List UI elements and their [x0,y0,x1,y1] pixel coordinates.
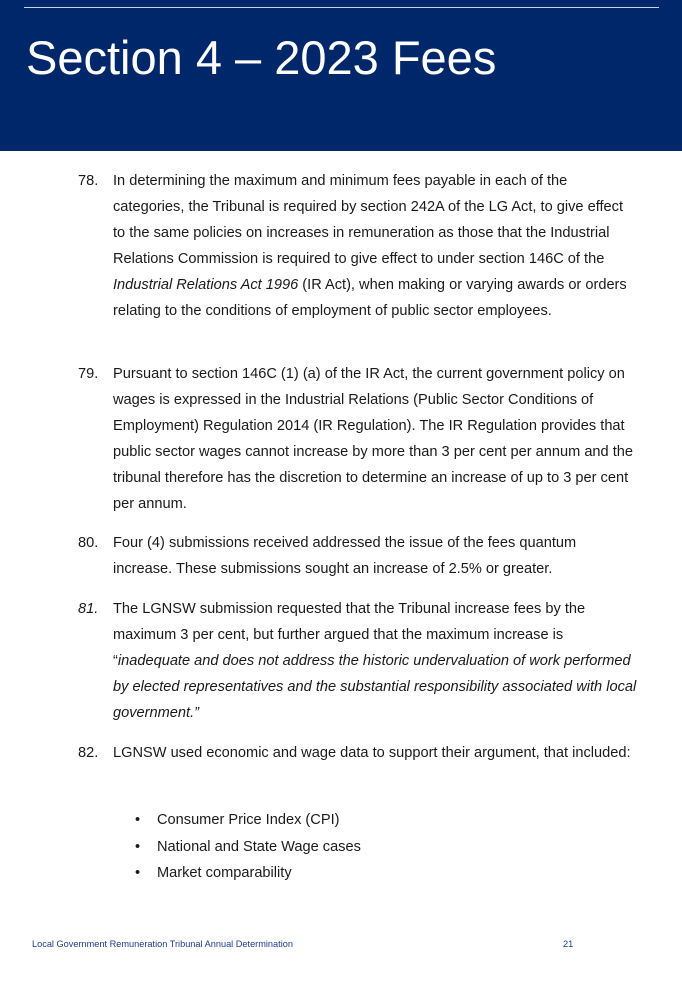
paragraph-text: The LGNSW submission requested that the Tribunal increase fees by the maximum 3 per cent, but further argued that the maximum increase is “inadequate and does not address the historic undervaluation of work performed by elected representatives and the substantial responsibility associated with local government.” [113,601,637,721]
paragraph-79 [78,361,638,517]
paragraph-text: LGNSW used economic and wage data to support their argument, that included: [113,745,631,761]
footer-document-title: Local Government Remuneration Tribunal Annual Determination [32,939,293,949]
paragraph-78 [78,168,638,324]
bullet-list [135,807,361,887]
paragraph-text: In determining the maximum and minimum fees payable in each of the categories, the Tribunal is required by section 242A of the LG Act, to give effect to the same policies on increases in remuneration as those that the Industrial Relations Commission is required to give effect to under section 146C of the Industrial Relations Act 1996 (IR Act), when making or varying awards or orders relating to the conditions of employment of public sector employees. [113,173,627,319]
paragraph-82 [78,740,638,766]
paragraph-number: 78. [78,173,99,189]
list-item: • National and State Wage cases [135,834,361,861]
section-header-banner [0,0,682,151]
section-title: Section 4 – 2023 Fees [26,31,497,84]
paragraph-number: 79. [78,366,99,382]
paragraph-text: Pursuant to section 146C (1) (a) of the IR Act, the current government policy on wages is expressed in the Industrial Relations (Public Sector Conditions of Employment) Regulation 2014 (IR Regulation). The IR Regulation provides that public sector wages cannot increase by more than 3 per cent per annum and the tribunal therefore has the discretion to determine an increase of up to 3 per cent per annum. [113,366,634,512]
header-divider [24,7,659,8]
act-name: Industrial Relations Act 1996 [113,277,299,293]
list-item: • Market comparability [135,860,361,887]
paragraph-number: 82. [78,745,99,761]
paragraph-80 [78,530,638,582]
page-number: 21 [563,939,574,949]
paragraph-number: 81. [78,601,99,617]
paragraph-number: 80. [78,535,99,551]
paragraph-81 [78,596,638,726]
paragraph-text: Four (4) submissions received addressed the issue of the fees quantum increase. These submissions sought an increase of 2.5% or greater. [113,535,577,577]
list-item: • Consumer Price Index (CPI) [135,807,361,834]
quoted-submission: inadequate and does not address the historic undervaluation of work performed by elected representatives and the substantial responsibility associated with local government.” [113,653,637,721]
